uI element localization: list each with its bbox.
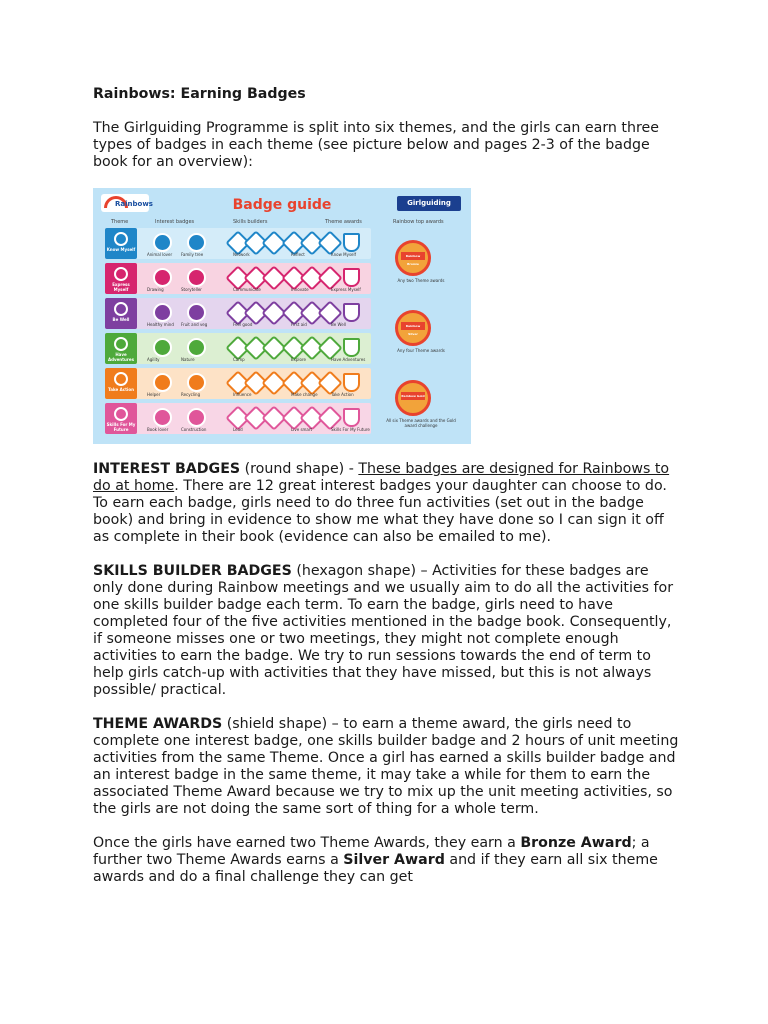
top-award-caption: Any four Theme awards [397, 348, 445, 353]
guide-row [105, 263, 371, 294]
theme-award-label: Be Well [331, 322, 346, 327]
interest-shape-text: (round shape) - [240, 461, 359, 477]
top-awards-text-2: ; a further two Theme Awards earns a [93, 835, 650, 868]
interest-badge-label: Construction [181, 427, 207, 432]
theme-label: Express Myself [112, 282, 130, 292]
skills-builder-label: SKILLS BUILDER BADGES [93, 563, 292, 579]
interest-badge-icon [153, 373, 172, 392]
top-award-name: Rainbow Gold [401, 394, 425, 398]
guide-row [105, 333, 371, 364]
theme-award-shield-icon [343, 303, 360, 322]
guide-heading: Theme [111, 219, 129, 225]
skills-builder-body-text: (hexagon shape) – Activities for these badges are only done during Rainbow meetings and we usually aim to do all the activities for one skills builder badge each term. To earn the badge, girls need to have completed four of the five activities mentioned in the badge book. Consequently, if someone misses one or two meetings, they might not complete enough activities to earn the badge. We try to run sessions towards the end of term to help girls catch-up with activities that they have missed, but this is not always possible/ practical. [93, 563, 674, 698]
interest-underlined-text: These badges are designed for Rainbows to do at home [93, 461, 670, 494]
theme-icon [114, 302, 128, 316]
theme-label: Have Adventures [108, 352, 134, 362]
interest-badge-icon [153, 233, 172, 252]
top-award-name: Rainbow Bronze [401, 252, 425, 260]
skills-builder-label: First aid [291, 322, 307, 327]
skills-builder-label: Communicate [233, 287, 261, 292]
interest-badge-icon [187, 408, 206, 427]
skills-builder-label: Camp [233, 357, 245, 362]
interest-badges-paragraph [93, 461, 683, 546]
theme-award-label: Know Myself [331, 252, 357, 257]
page-title: Rainbows: Earning Badges [93, 86, 306, 102]
theme-awards-body-text: (shield shape) – to earn a theme award, the girls need to complete one interest badge, one skills builder badge and 2 hours of unit meeting activities from the same Theme. Once a girl has earned a skills builder badge and an interest badge in the same theme, it may take a while for them to earn the associated Theme Award because we try to mix up the unit meeting activities, so the girls are not doing the same sort of thing for a whole term. [93, 716, 679, 817]
interest-badge-icon [153, 268, 172, 287]
guide-row [105, 403, 371, 434]
top-award-caption: Any two Theme awards [397, 278, 445, 283]
badge-guide-headings [93, 219, 471, 227]
theme-label: Know Myself [106, 247, 136, 252]
interest-badge-label: Family tree [181, 252, 204, 257]
guide-heading: Theme awards [325, 219, 362, 225]
theme-award-shield-icon [343, 268, 360, 287]
theme-icon [114, 407, 128, 421]
theme-tile [105, 228, 137, 259]
guide-row [105, 368, 371, 399]
theme-award-label: Skills For My Future [331, 427, 370, 432]
skills-builder-label: Feel good [233, 322, 253, 327]
guide-heading: Interest badges [155, 219, 195, 225]
top-award-badge-icon [395, 310, 431, 346]
theme-award-shield-icon [343, 373, 360, 392]
interest-body-text: . There are 12 great interest badges your daughter can choose to do. To earn each badge, girls need to do three fun activities (set out in the badge book) and bring in evidence to show me what they have done so I can sign it off as complete in their book (evidence can also be emailed to me). [93, 478, 667, 545]
theme-tile [105, 298, 137, 329]
theme-awards-paragraph [93, 716, 683, 818]
silver-award-label: Silver Award [343, 852, 445, 868]
interest-badge-label: Fruit and veg [181, 322, 208, 327]
interest-badge-label: Helper [147, 392, 161, 397]
interest-badge-label: Nature [181, 357, 195, 362]
theme-award-shield-icon [343, 408, 360, 427]
skills-builder-label: Make change [291, 392, 318, 397]
theme-awards-label: THEME AWARDS [93, 716, 223, 732]
theme-tile [105, 368, 137, 399]
theme-award-shield-icon [343, 233, 360, 252]
top-awards-paragraph [93, 835, 683, 886]
skills-builder-paragraph [93, 563, 683, 699]
guide-row [105, 228, 371, 259]
top-awards-text-1: Once the girls have earned two Theme Awards, they earn a [93, 835, 521, 851]
interest-badge-icon [153, 408, 172, 427]
interest-badges-label: INTEREST BADGES [93, 461, 241, 477]
skills-builder-label: Reflect [291, 252, 305, 257]
interest-badge-label: Healthy mind [147, 322, 174, 327]
interest-badge-label: Storyteller [181, 287, 202, 292]
interest-badge-label: Book lover [147, 427, 169, 432]
interest-badge-icon [187, 373, 206, 392]
theme-award-label: Express Myself [331, 287, 361, 292]
interest-badge-icon [187, 338, 206, 357]
top-award-badge-icon [395, 240, 431, 276]
theme-icon [114, 337, 128, 351]
intro-paragraph: The Girlguiding Programme is split into six themes, and the girls can earn three types of badges in each theme (see picture below and pages 2-3 of the badge book for an overview): [93, 120, 659, 170]
interest-badge-icon [187, 233, 206, 252]
theme-tile [105, 333, 137, 364]
theme-label: Skills For My Future [106, 422, 136, 432]
interest-badge-label: Agility [147, 357, 160, 362]
interest-badge-icon [187, 303, 206, 322]
interest-badge-icon [153, 338, 172, 357]
theme-icon [114, 232, 128, 246]
guide-heading: Rainbow top awards [393, 219, 444, 225]
interest-badge-icon [153, 303, 172, 322]
skills-builder-label: Explore [291, 357, 307, 362]
theme-icon [114, 372, 128, 386]
badge-guide-image [93, 188, 471, 444]
girlguiding-logo: Girlguiding [397, 196, 461, 211]
theme-label: Take Action [108, 387, 134, 392]
guide-row [105, 298, 371, 329]
interest-badge-label: Recycling [181, 392, 201, 397]
skills-builder-label: Live smart [291, 427, 313, 432]
theme-icon [114, 267, 128, 281]
top-awards-text-3: and if they earn all six theme awards and do a final challenge they can get [93, 852, 658, 885]
theme-label: Be Well [112, 317, 130, 322]
skills-builder-label: Innovate [291, 287, 309, 292]
top-award-badge-icon [395, 380, 431, 416]
skills-builder-label: Network [233, 252, 250, 257]
theme-tile [105, 263, 137, 294]
bronze-award-label: Bronze Award [520, 835, 632, 851]
top-award-name: Rainbow Silver [401, 322, 425, 330]
guide-heading: Skills builders [233, 219, 268, 225]
theme-award-shield-icon [343, 338, 360, 357]
theme-tile [105, 403, 137, 434]
rainbows-logo: Rainbows [101, 194, 149, 212]
badge-guide-title: Badge guide [232, 197, 332, 213]
interest-badge-label: Drawing [147, 287, 164, 292]
skills-builder-label: Influence [233, 392, 252, 397]
top-award-caption: All six Theme awards and the Gold award challenge [386, 418, 456, 428]
document-page [93, 86, 683, 903]
interest-badge-label: Animal lover [147, 252, 173, 257]
skills-builder-label: Lead [233, 427, 243, 432]
interest-badge-icon [187, 268, 206, 287]
theme-award-label: Have Adventures [331, 357, 366, 362]
theme-award-label: Take Action [331, 392, 354, 397]
